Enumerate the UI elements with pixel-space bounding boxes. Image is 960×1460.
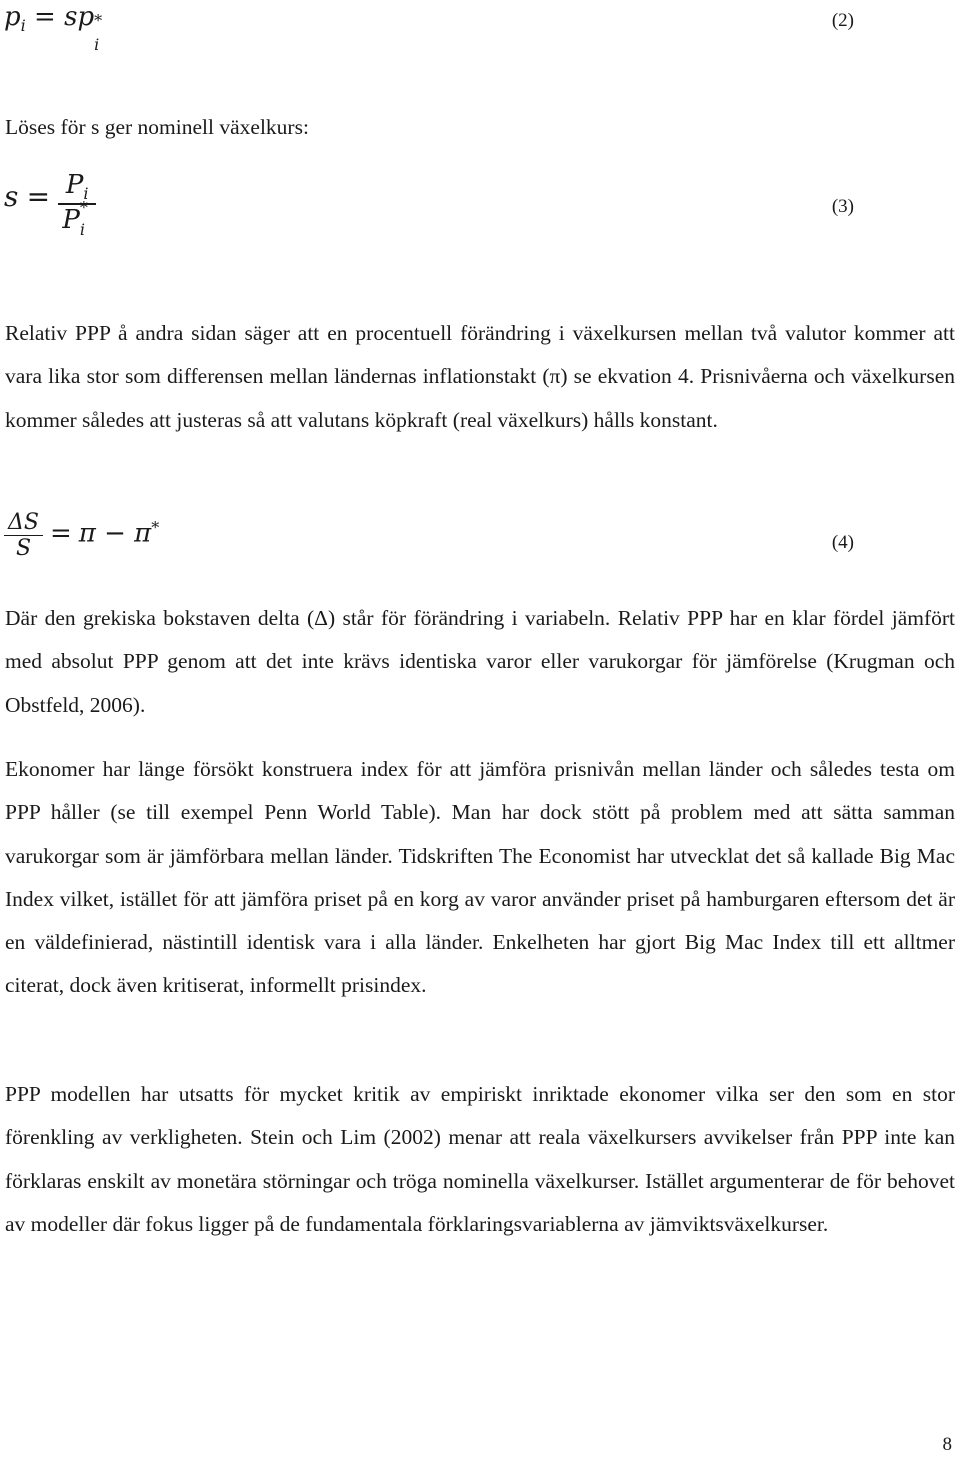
eq2-rhs: sp — [64, 2, 95, 32]
page-number: 8 — [942, 1434, 952, 1455]
equation-3 — [0, 170, 960, 246]
eq4-numerator: ΔS — [8, 510, 39, 535]
eq3-fraction — [58, 170, 96, 240]
eq4-equals: = — [49, 518, 72, 549]
eq2-lhs: p — [4, 2, 21, 32]
equation-3-formula — [4, 170, 96, 240]
paragraph-relativ-ppp: Relativ PPP å andra sidan säger att en procentuell förändring i växelkursen mellan två valutor kommer att vara lika stor som differensen mellan ländernas inflationstakt (π) se ekvation 4. Prisnivåerna och växelkursen kommer således att justeras så att valutans köpkraft (real växelkurs) hålls konstant. — [5, 321, 955, 432]
equation-4 — [0, 510, 960, 570]
eq4-denominator: S — [4, 535, 43, 561]
paragraph-delta: Där den grekiska bokstaven delta (Δ) står för förändring i variabeln. Relativ PPP har en klar fördel jämfört med absolut PPP genom att det inte krävs identiska varor eller varukorgar för jämförelse (Krugman och Obstfeld, 2006). — [5, 606, 955, 717]
eq3-lhs: s — [4, 179, 19, 213]
paragraph-big-mac-index: Ekonomer har länge försökt konstruera index för att jämföra prisnivån mellan länder och således testa om PPP håller (se till exempel Penn World Table). Man har dock stött på problem med att sätta samman varukorgar som är jämförbara mellan länder. Tidskriften The Economist har utvecklat det så kallade Big Mac Index vilket, istället för att jämföra priset på en korg av varor använder priset på hamburgaren eftersom det är en väldefinierad, nästintill identisk vara i alla länder. Enkelheten har gjort Big Mac Index till ett alltmer citerat, dock även kritiserat, informellt prisindex. — [5, 757, 955, 998]
eq3-numerator: $P_i$ — [65, 170, 89, 204]
equation-4-number: (4) — [831, 532, 854, 553]
eq2-lhs-sub: i — [20, 16, 26, 36]
equation-2 — [0, 2, 960, 54]
equation-2-number: (2) — [831, 10, 854, 31]
paragraph-intro-s: Löses för s ger nominell växelkurs: — [5, 115, 309, 139]
eq3-denominator: P * i — [58, 203, 96, 235]
paragraph-ppp-criticism: PPP modellen har utsatts för mycket kritik av empiriskt inriktade ekonomer vilka ser den som en stor förenkling av verkligheten. Stein och Lim (2002) menar att reala växelkursers avvikelser från PPP inte kan förklaras enskilt av monetära störningar och tröga nominella växelkurser. Istället argumenterar de för behovet av modeller där fokus ligger på de fundamentala förklaringsvariablerna av jämviktsväxelkurser. — [5, 1082, 955, 1236]
eq4-rhs-sup: * — [151, 518, 160, 538]
eq4-fraction — [4, 510, 43, 561]
eq2-rhs-sup: * — [94, 11, 103, 30]
equation-2-formula — [4, 2, 106, 54]
eq4-rhs: π − π — [78, 518, 152, 549]
eq2-equals: = — [34, 2, 56, 32]
eq3-equals: = — [26, 179, 51, 213]
equation-3-number: (3) — [831, 196, 854, 217]
eq2-rhs-sub: i — [94, 35, 100, 54]
equation-4-formula — [4, 510, 159, 561]
